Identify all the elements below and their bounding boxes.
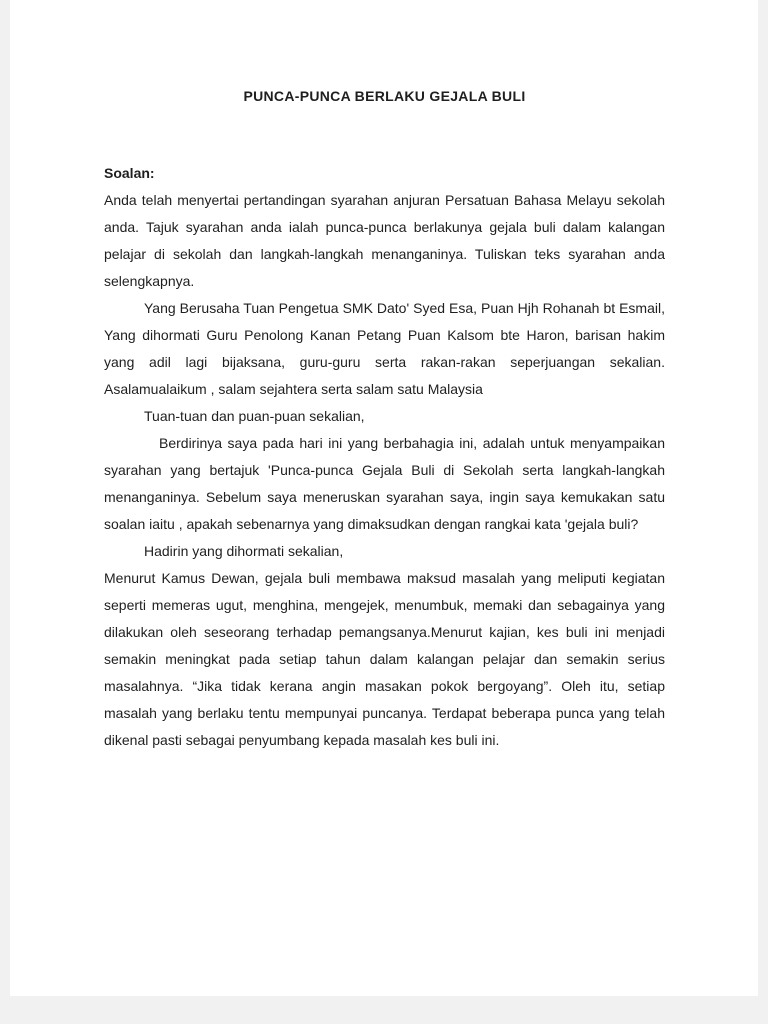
paragraph-question: Anda telah menyertai pertandingan syarahan anjuran Persatuan Bahasa Melayu sekolah anda. Tajuk syarahan anda ialah punca-punca berlakunya gejala buli dalam kalangan pelajar di sekolah dan langkah-langkah menanganinya. Tuliskan teks syarahan anda selengkapnya. bbox=[104, 192, 665, 289]
paragraph-introduction: Berdirinya saya pada hari ini yang berbahagia ini, adalah untuk menyampaikan syarahan yang bertajuk 'Punca-punca Gejala Buli di Sekolah serta langkah-langkah menanganinya. Sebelum saya meneruskan syarahan saya, ingin saya kemukakan satu soalan iaitu , apakah sebenarnya yang dimaksudkan dengan rangkai kata 'gejala buli? bbox=[104, 435, 665, 532]
question-label: Soalan: bbox=[104, 165, 155, 181]
paragraph-definition: Menurut Kamus Dewan, gejala buli membawa maksud masalah yang meliputi kegiatan seperti memeras ugut, menghina, mengejek, menumbuk, memaki dan sebagainya yang dilakukan oleh seseorang terhadap pemangsanya.Menurut kajian, kes buli ini menjadi semakin meningkat pada setiap tahun dalam kalangan pelajar dan semakin serius masalahnya. “Jika tidak kerana angin masakan pokok bergoyang”. Oleh itu, setiap masalah yang berlaku tentu mempunyai puncanya. Terdapat beberapa punca yang telah dikenal pasti sebagai penyumbang kepada masalah kes buli ini. bbox=[104, 570, 665, 748]
paragraph-salutation: Yang Berusaha Tuan Pengetua SMK Dato' Syed Esa, Puan Hjh Rohanah bt Esmail, Yang dihormati Guru Penolong Kanan Petang Puan Kalsom bte Haron, barisan hakim yang adil lagi bijaksana, guru-guru serta rakan-rakan seperjuangan sekalian. Asalamualaikum , salam sejahtera serta salam satu Malaysia bbox=[104, 300, 665, 397]
document-page bbox=[10, 0, 758, 996]
paragraph-address-line-2: Hadirin yang dihormati sekalian, bbox=[144, 543, 344, 559]
page-bottom-margin bbox=[0, 996, 768, 1024]
document-title: PUNCA-PUNCA BERLAKU GEJALA BULI bbox=[243, 88, 526, 104]
paragraph-address-line: Tuan-tuan dan puan-puan sekalian, bbox=[144, 408, 365, 424]
